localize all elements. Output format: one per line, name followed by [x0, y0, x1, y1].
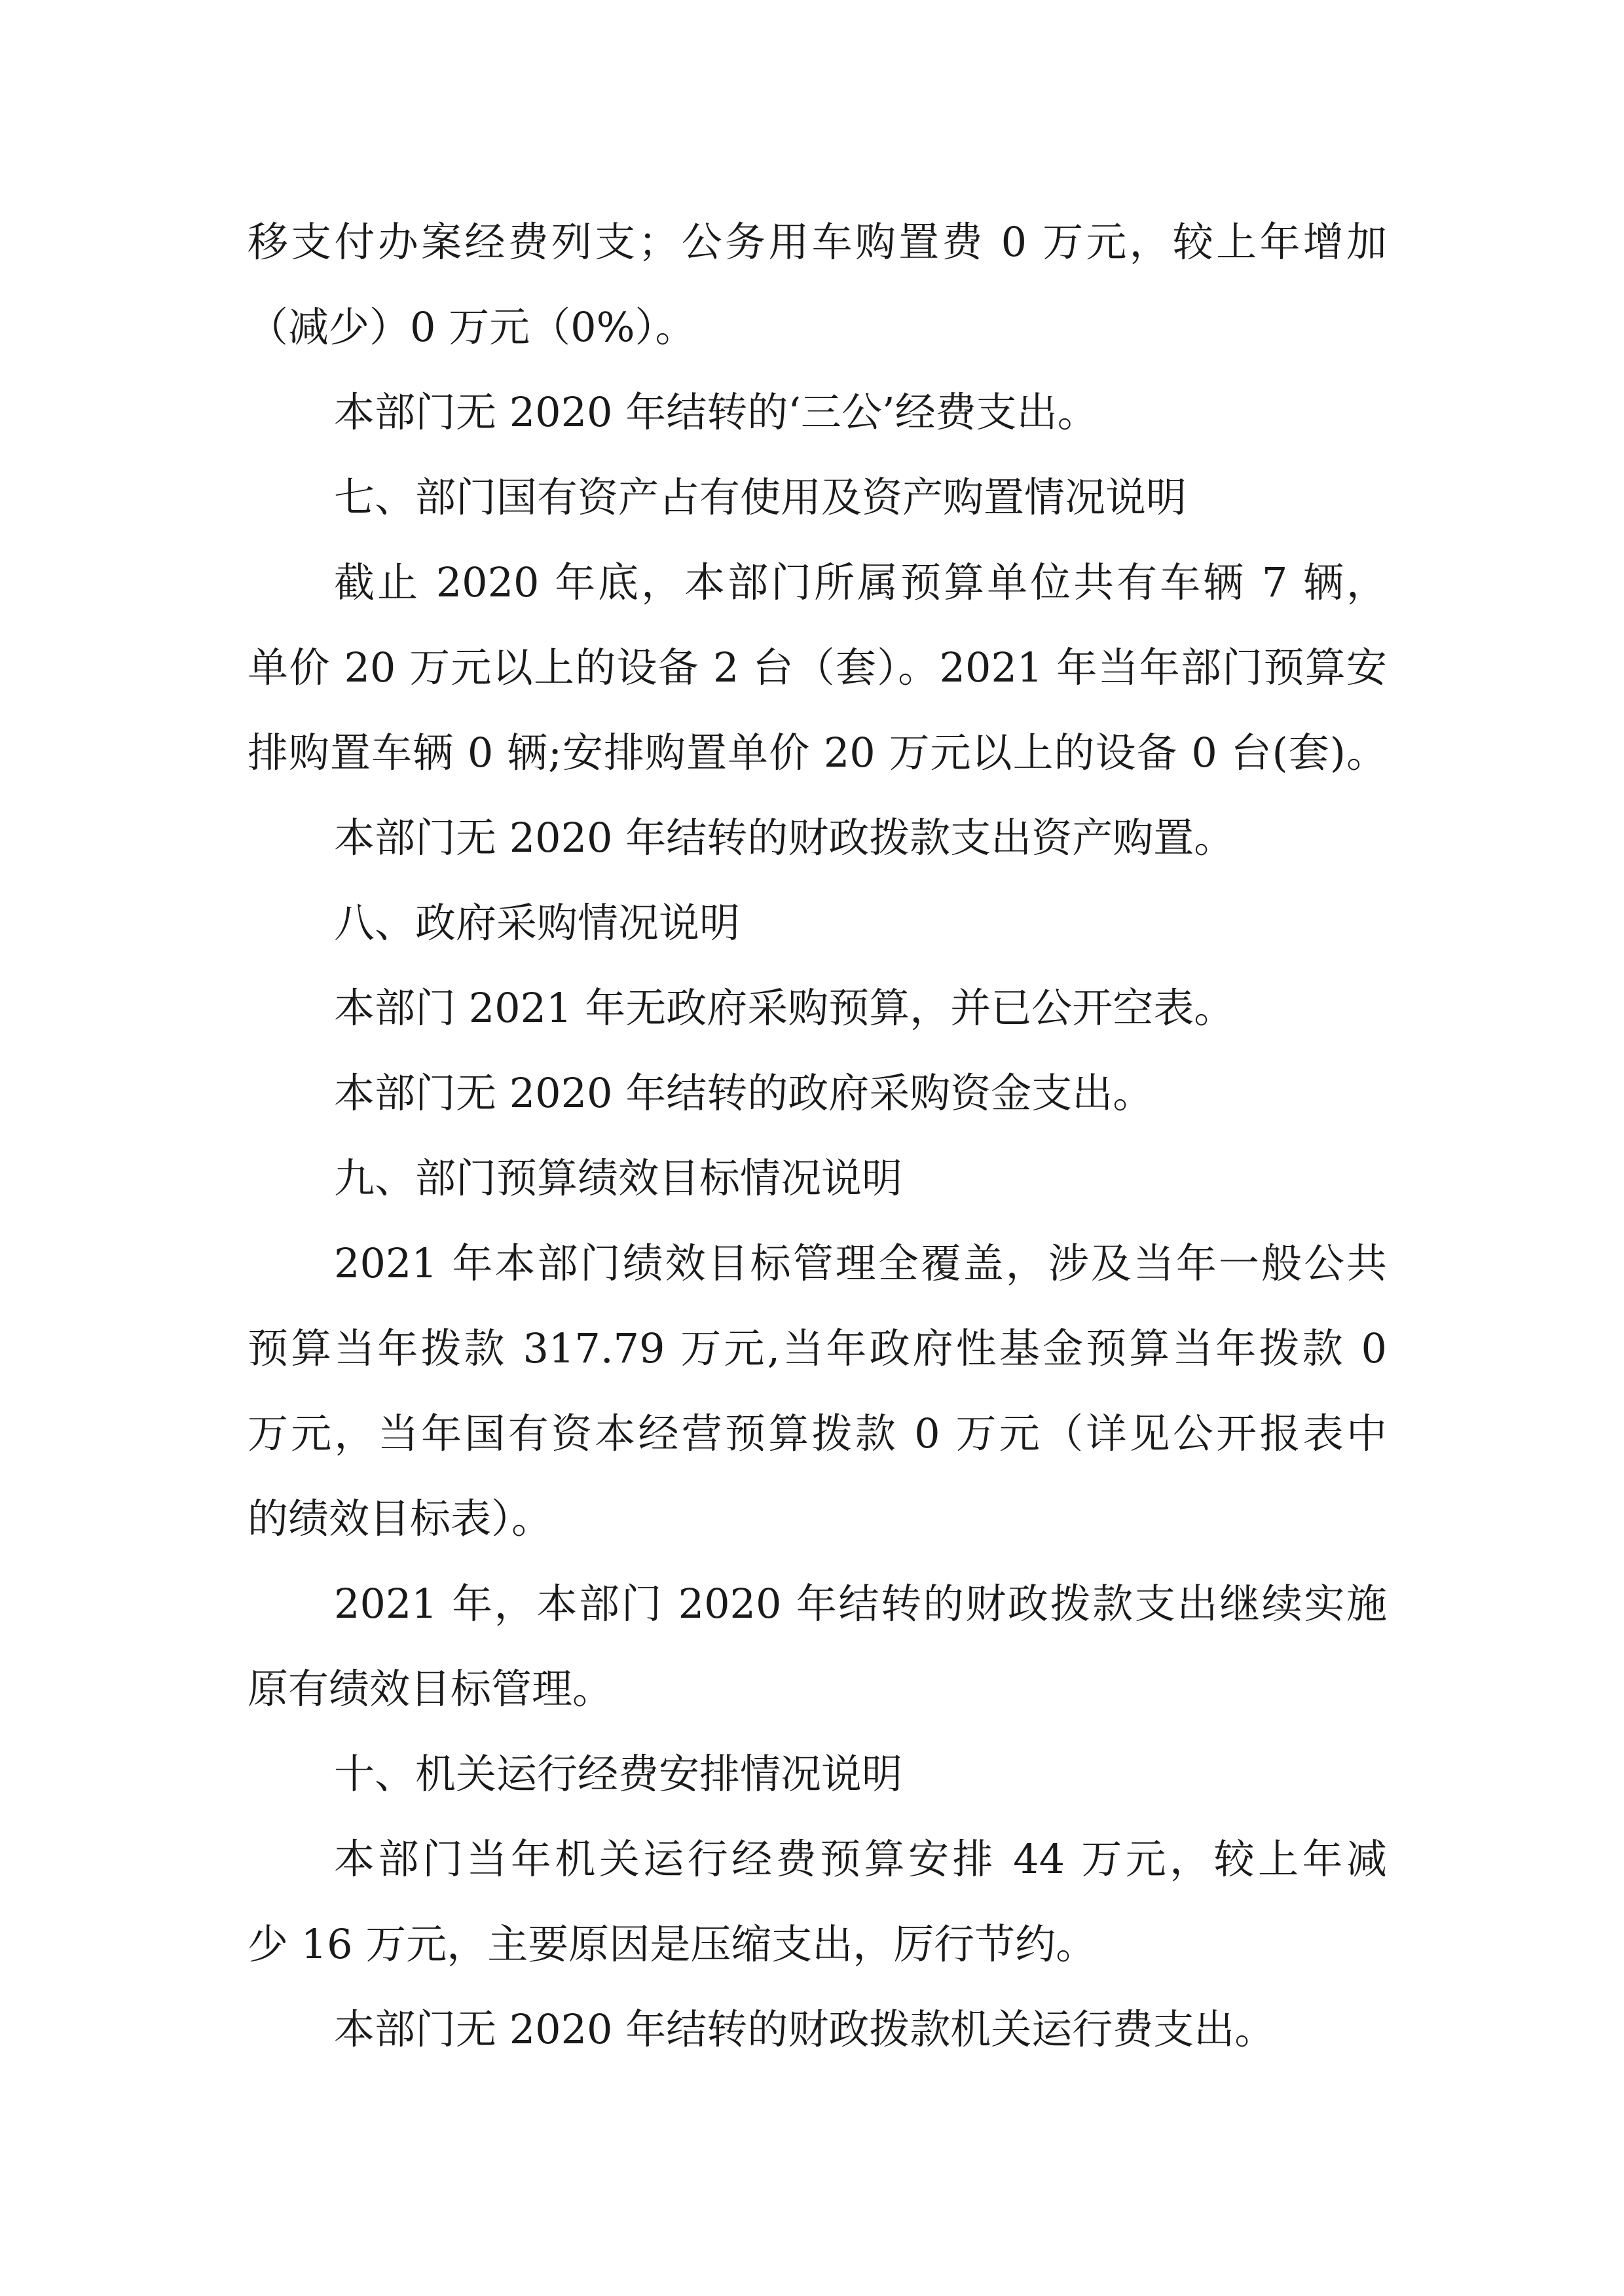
section-heading-10: 十、机关运行经费安排情况说明 [334, 1750, 903, 1798]
paragraph-line: 移支付办案经费列支；公务用车购置费 0 万元，较上年增加 [248, 218, 1387, 266]
paragraph-line: 万元，当年国有资本经营预算拨款 0 万元（详见公开报表中 [248, 1410, 1387, 1457]
paragraph-line: 本部门无 2020 年结转的财政拨款机关运行费支出。 [334, 2005, 1276, 2053]
paragraph-line: 预算当年拨款 317.79 万元,当年政府性基金预算当年拨款 0 [248, 1324, 1387, 1372]
section-heading-8: 八、政府采购情况说明 [334, 899, 741, 947]
paragraph-line: 本部门无 2020 年结转的‘三公’经费支出。 [334, 388, 1098, 436]
paragraph-line: 少 16 万元，主要原因是压缩支出，厉行节约。 [248, 1920, 1097, 1968]
paragraph-line: 排购置车辆 0 辆;安排购置单价 20 万元以上的设备 0 台(套)。 [248, 729, 1387, 776]
paragraph-line: 的绩效目标表）。 [248, 1495, 553, 1542]
paragraph-line: 原有绩效目标管理。 [248, 1665, 614, 1713]
paragraph-line: 本部门当年机关运行经费预算安排 44 万元，较上年减 [334, 1835, 1387, 1883]
paragraph-line: 本部门 2021 年无政府采购预算，并已公开空表。 [334, 984, 1235, 1032]
paragraph-line: 2021 年本部门绩效目标管理全覆盖，涉及当年一般公共 [334, 1239, 1387, 1287]
paragraph-line: 截止 2020 年底，本部门所属预算单位共有车辆 7 辆， [334, 558, 1387, 606]
section-heading-7: 七、部门国有资产占有使用及资产购置情况说明 [334, 473, 1187, 521]
paragraph-line: （减少）0 万元（0%）。 [248, 303, 696, 351]
paragraph-line: 本部门无 2020 年结转的财政拨款支出资产购置。 [334, 814, 1235, 862]
paragraph-line: 单价 20 万元以上的设备 2 台（套）。2021 年当年部门预算安 [248, 644, 1387, 691]
paragraph-line: 2021 年，本部门 2020 年结转的财政拨款支出继续实施 [334, 1580, 1387, 1628]
section-heading-9: 九、部门预算绩效目标情况说明 [334, 1154, 903, 1202]
paragraph-line: 本部门无 2020 年结转的政府采购资金支出。 [334, 1069, 1154, 1117]
